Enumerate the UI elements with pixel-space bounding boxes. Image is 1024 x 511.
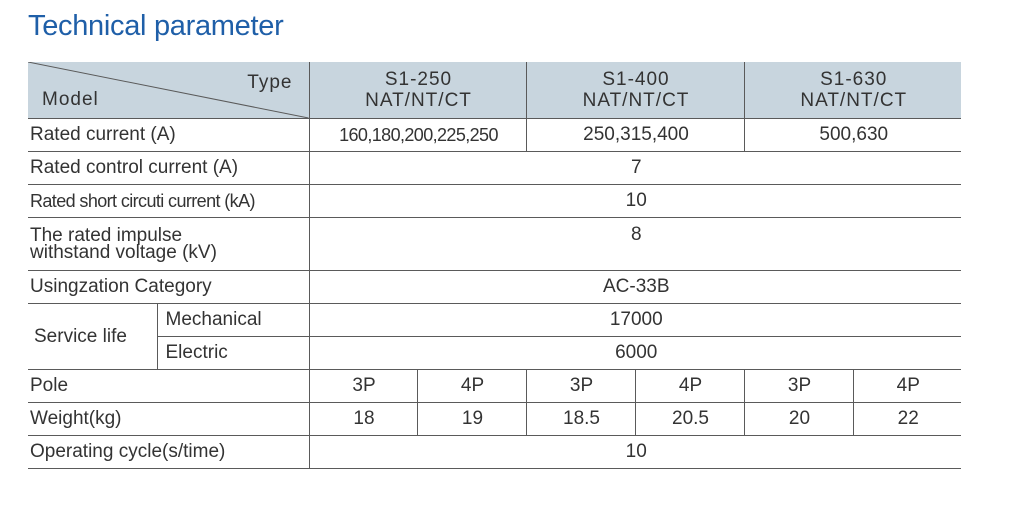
row-label: Weight(kg) xyxy=(28,403,309,436)
cell-value: 3P xyxy=(309,370,417,403)
table-row xyxy=(28,403,961,436)
cell-value: 6000 xyxy=(309,337,961,370)
model-header-s1-250: S1-250 NAT/NT/CT xyxy=(309,62,526,119)
cell-value: 250,315,400 xyxy=(526,119,744,152)
table-row xyxy=(28,218,961,271)
row-label: Rated current (A) xyxy=(28,119,309,152)
cell-value: 4P xyxy=(853,370,961,403)
cell-value: 22 xyxy=(853,403,961,436)
table-row xyxy=(28,119,961,152)
model-header-s1-630: S1-630 NAT/NT/CT xyxy=(744,62,961,119)
type-model-corner-cell xyxy=(28,62,309,119)
model-label: Model xyxy=(42,89,99,110)
cell-value: 10 xyxy=(309,436,961,469)
cell-value: 4P xyxy=(417,370,526,403)
cell-value: 18 xyxy=(309,403,417,436)
row-label: The rated impulse withstand voltage (kV) xyxy=(28,218,309,271)
technical-parameter-table xyxy=(28,62,961,469)
table-row xyxy=(28,370,961,403)
model-header-s1-400: S1-400 NAT/NT/CT xyxy=(526,62,744,119)
table-row xyxy=(28,152,961,185)
table-row xyxy=(28,436,961,469)
row-label: Rated control current (A) xyxy=(28,152,309,185)
row-label: Usingzation Category xyxy=(28,271,309,304)
row-label-service-life: Service life xyxy=(28,304,157,370)
cell-value: AC-33B xyxy=(309,271,961,304)
row-label: Pole xyxy=(28,370,309,403)
cell-value: 7 xyxy=(309,152,961,185)
cell-value: 8 xyxy=(309,218,961,271)
cell-value: 500,630 xyxy=(744,119,961,152)
row-label: Rated short circuti current (kA) xyxy=(28,185,309,218)
cell-value: 20 xyxy=(744,403,853,436)
page-title: Technical parameter xyxy=(28,10,284,42)
table-row xyxy=(28,337,961,370)
cell-value: 20.5 xyxy=(635,403,744,436)
table-row xyxy=(28,304,961,337)
cell-value: 10 xyxy=(309,185,961,218)
cell-value: 3P xyxy=(744,370,853,403)
row-label: Operating cycle(s/time) xyxy=(28,436,309,469)
cell-value: 160,180,200,225,250 xyxy=(309,119,526,152)
cell-value: 18.5 xyxy=(526,403,635,436)
row-sublabel: Mechanical xyxy=(157,304,309,337)
table-row xyxy=(28,185,961,218)
row-sublabel: Electric xyxy=(157,337,309,370)
cell-value: 3P xyxy=(526,370,635,403)
type-label: Type xyxy=(247,72,293,93)
cell-value: 19 xyxy=(417,403,526,436)
cell-value: 17000 xyxy=(309,304,961,337)
table-header-row xyxy=(28,62,961,119)
table-row xyxy=(28,271,961,304)
cell-value: 4P xyxy=(635,370,744,403)
